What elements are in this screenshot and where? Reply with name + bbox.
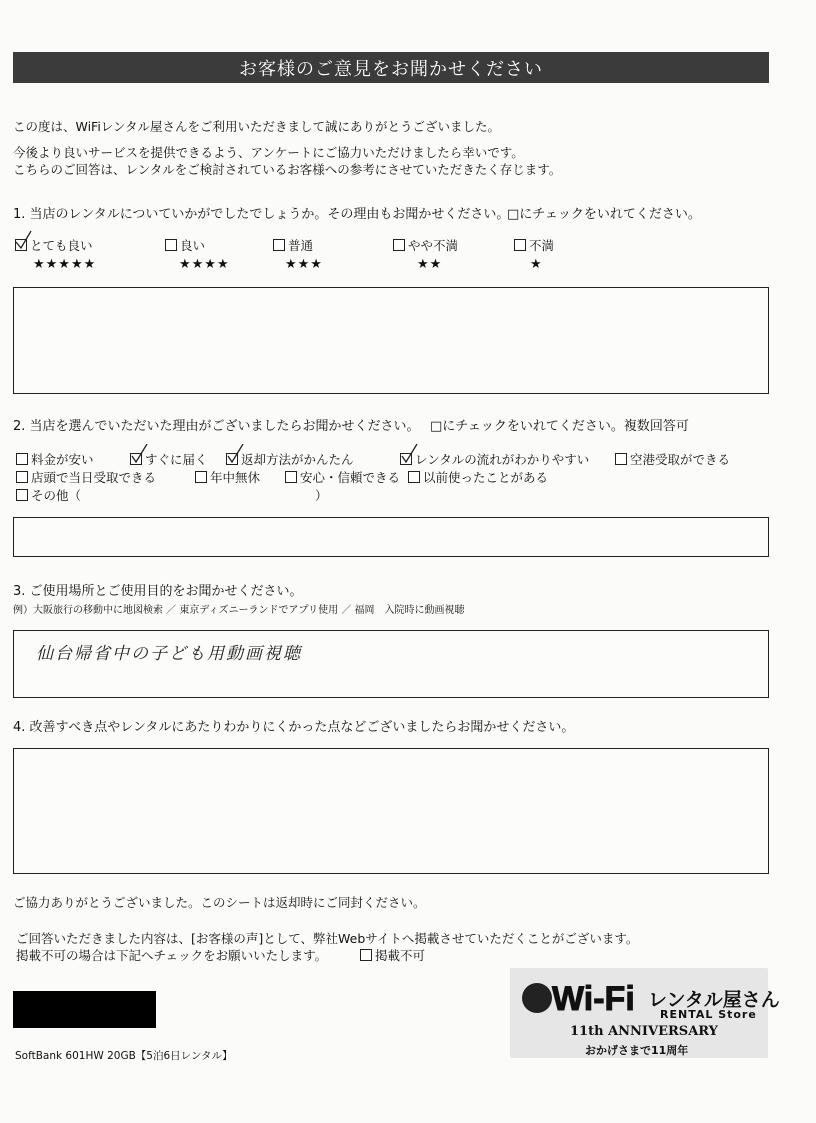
checkbox-icon[interactable] xyxy=(165,239,177,251)
star-rating: ★★★★★ xyxy=(33,257,97,272)
checkbox-icon[interactable] xyxy=(16,471,28,483)
checkbox-icon[interactable] xyxy=(408,471,420,483)
q1-answer-box[interactable] xyxy=(13,287,769,394)
q2-other-close-paren: ） xyxy=(315,488,328,503)
checkbox-icon[interactable] xyxy=(130,453,142,465)
q2-option-used-before[interactable] xyxy=(408,468,548,487)
q2-option-label: 返却方法がかんたん xyxy=(241,452,354,467)
logo-store-text: RENTAL Store xyxy=(660,1008,757,1021)
q1-option-label: 良い xyxy=(180,238,206,253)
checkbox-icon[interactable] xyxy=(360,949,372,961)
q2-answer-box[interactable] xyxy=(13,517,769,557)
thanks-text: ご協力ありがとうございました。このシートは返却時にご同封ください。 xyxy=(13,895,426,910)
checkbox-icon[interactable] xyxy=(393,239,405,251)
q1-title: 1. 当店のレンタルについていかがでしたでしょうか。その理由もお聞かせください。 xyxy=(13,207,510,222)
q2-instruction: □にチェックをいれてください。複数回答可 xyxy=(430,419,689,434)
q2-option-label: すぐに届く xyxy=(145,452,208,467)
q2-option-easy-return[interactable] xyxy=(226,450,354,469)
q3-answer-text: 仙台帰省中の子ども用動画視聴 xyxy=(36,644,302,664)
checkbox-icon[interactable] xyxy=(16,453,28,465)
q1-option-somewhat-unsatisfied[interactable] xyxy=(393,236,458,272)
no-publish-label: 掲載不可 xyxy=(375,948,426,963)
q2-option-label: 空港受取ができる xyxy=(630,452,731,467)
q2-option-same-day-store[interactable] xyxy=(16,468,156,487)
logo-sub-text: おかげさまで11周年 xyxy=(585,1044,689,1057)
checkbox-icon[interactable] xyxy=(15,239,27,251)
checkbox-icon[interactable] xyxy=(195,471,207,483)
checkbox-icon[interactable] xyxy=(226,453,238,465)
checkbox-icon[interactable] xyxy=(16,489,28,501)
q3-title: 3. ご使用場所とご使用目的をお聞かせください。 xyxy=(13,584,303,599)
q2-option-label: 料金が安い xyxy=(31,452,94,467)
logo-rental-text: レンタル屋さん xyxy=(648,989,780,1011)
q2-option-other[interactable] xyxy=(16,486,81,505)
q4-title: 4. 改善すべき点やレンタルにあたりわかりにくかった点などございましたらお聞かせください。 xyxy=(13,720,575,735)
checkbox-icon[interactable] xyxy=(285,471,297,483)
intro-line-2: 今後より良いサービスを提供できるよう、アンケートにご協力いただけましたら幸いです。 xyxy=(13,145,524,160)
q1-instruction: □にチェックをいれてください。 xyxy=(507,207,701,222)
q3-example: 例）大阪旅行の移動中に地図検索 ／ 東京ディズニーランドでアプリ使用 ／ 福岡 入院時に動画視聴 xyxy=(13,605,465,616)
q2-option-label: レンタルの流れがわかりやすい xyxy=(415,452,590,467)
q3-answer-box[interactable] xyxy=(13,630,769,698)
publish-instruction: 掲載不可の場合は下記へチェックをお願いいたします。 xyxy=(16,948,328,963)
page-title: お客様のご意見をお聞かせください xyxy=(13,52,769,83)
q2-option-open-all-year[interactable] xyxy=(195,468,260,487)
checkbox-icon[interactable] xyxy=(514,239,526,251)
q4-answer-box[interactable] xyxy=(13,748,769,874)
q1-option-label: 不満 xyxy=(529,238,555,253)
q1-option-very-good[interactable] xyxy=(15,236,96,272)
intro-line-1: この度は、WiFiレンタル屋さんをご利用いただきまして誠にありがとうございました。 xyxy=(13,119,501,134)
q2-option-label: 店頭で当日受取できる xyxy=(31,470,157,485)
q1-option-label: とても良い xyxy=(30,238,93,253)
star-rating: ★★★★ xyxy=(179,257,230,272)
checkbox-icon[interactable] xyxy=(615,453,627,465)
checkbox-icon[interactable] xyxy=(273,239,285,251)
device-info: SoftBank 601HW 20GB【5泊6日レンタル】 xyxy=(15,1050,233,1062)
star-rating: ★★★ xyxy=(285,257,323,272)
checkbox-icon[interactable] xyxy=(400,453,412,465)
q2-title: 2. 当店を選んでいただいた理由がございましたらお聞かせください。 xyxy=(13,419,420,434)
q1-option-label: やや不満 xyxy=(408,238,459,253)
q1-option-label: 普通 xyxy=(288,238,314,253)
q2-option-label: 安心・信頼できる xyxy=(300,470,401,485)
q1-option-average[interactable] xyxy=(273,236,323,272)
star-rating: ★ xyxy=(530,257,543,272)
q2-option-label: 年中無休 xyxy=(210,470,261,485)
q2-option-fast-delivery[interactable] xyxy=(130,450,208,469)
q2-option-trustworthy[interactable] xyxy=(285,468,400,487)
logo-wifi-text: Wi-Fi xyxy=(552,980,635,1018)
star-rating: ★★ xyxy=(417,257,443,272)
q1-option-unsatisfied[interactable] xyxy=(514,236,554,272)
q2-option-label: その他（ xyxy=(31,488,82,503)
publish-notice: ご回答いただきました内容は、[お客様の声]として、弊社Webサイトへ掲載させていただくことがございます。 xyxy=(16,931,639,946)
q2-option-easy-process[interactable] xyxy=(400,450,589,469)
logo-anniversary-text: 11th ANNIVERSARY xyxy=(570,1024,718,1039)
q2-option-label: 以前使ったことがある xyxy=(423,470,549,485)
no-publish-option[interactable] xyxy=(360,946,425,965)
q2-option-airport-pickup[interactable] xyxy=(615,450,730,469)
mascot-icon xyxy=(522,983,552,1013)
q1-option-good[interactable] xyxy=(165,236,230,272)
intro-line-3: こちらのご回答は、レンタルをご検討されているお客様への参考にさせていただきたく存じます。 xyxy=(13,162,562,177)
redacted-block xyxy=(13,991,156,1028)
q2-option-cheap[interactable] xyxy=(16,450,94,469)
